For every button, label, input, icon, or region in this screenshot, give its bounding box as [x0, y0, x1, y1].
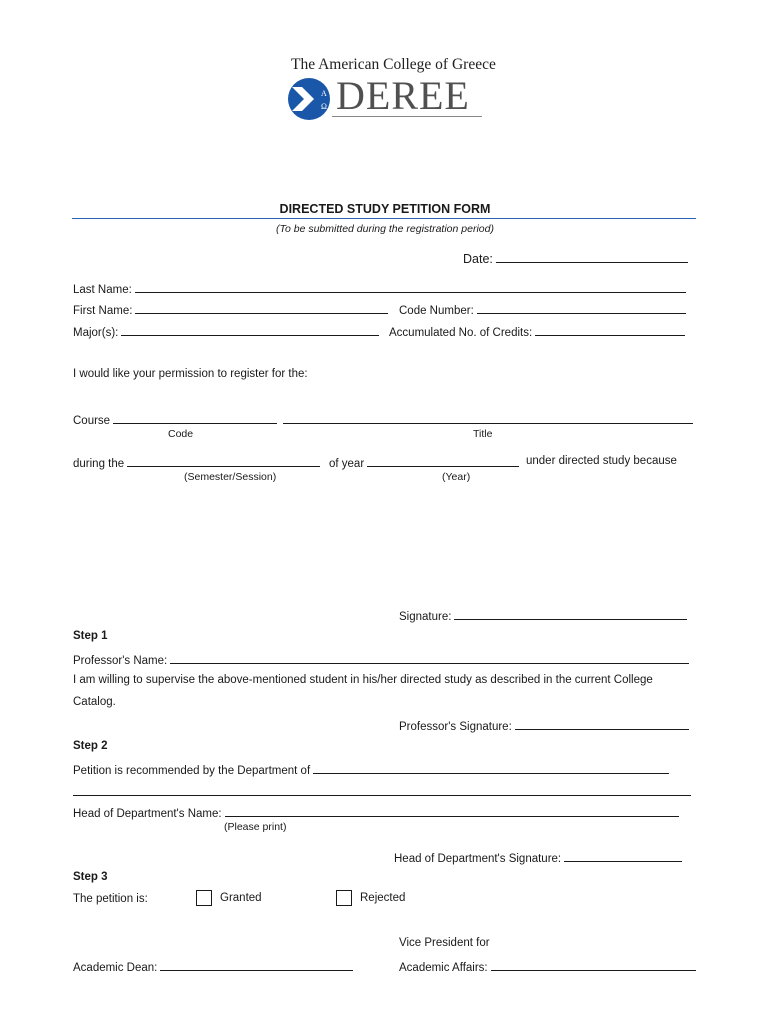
course-code-line[interactable]	[113, 412, 277, 424]
professor-signature-label: Professor's Signature:	[399, 721, 512, 733]
request-intro: I would like your permission to register for the:	[73, 368, 308, 380]
professor-name-label: Professor's Name:	[73, 655, 168, 667]
student-signature-line[interactable]	[454, 608, 687, 620]
step3-heading: Step 3	[73, 871, 108, 883]
academic-dean-field[interactable]	[73, 959, 353, 974]
first-name-line[interactable]	[135, 302, 388, 314]
credits-line[interactable]	[535, 324, 685, 336]
head-name-line[interactable]	[225, 805, 679, 817]
last-name-field[interactable]	[73, 281, 686, 296]
credits-label: Accumulated No. of Credits:	[389, 327, 533, 339]
granted-checkbox[interactable]	[196, 890, 212, 906]
petition-is-label: The petition is:	[73, 893, 148, 905]
date-line[interactable]	[496, 251, 688, 263]
granted-option[interactable]	[196, 890, 262, 906]
last-name-line[interactable]	[135, 281, 686, 293]
year-caption: (Year)	[442, 471, 471, 483]
department-line[interactable]	[313, 762, 669, 774]
code-number-field[interactable]	[399, 302, 686, 317]
emblem-letter-omega: Ω	[321, 102, 327, 111]
professor-signature-line[interactable]	[515, 718, 689, 730]
title-rule	[72, 218, 696, 219]
date-label: Date:	[463, 252, 493, 266]
rejected-label: Rejected	[360, 892, 406, 905]
head-signature-label: Head of Department's Signature:	[394, 853, 562, 865]
head-name-label: Head of Department's Name:	[73, 808, 222, 820]
logo-underline	[332, 116, 482, 117]
step2-heading: Step 2	[73, 740, 108, 752]
majors-label: Major(s):	[73, 327, 119, 339]
academic-dean-label: Academic Dean:	[73, 962, 158, 974]
course-field[interactable]	[73, 412, 693, 427]
rejected-option[interactable]	[336, 890, 405, 906]
brand-wordmark: DEREE	[336, 73, 470, 118]
vp-signature-line[interactable]	[491, 959, 696, 971]
professor-name-line[interactable]	[170, 652, 689, 664]
first-name-label: First Name:	[73, 305, 133, 317]
professor-name-field[interactable]	[73, 652, 689, 667]
majors-field[interactable]	[73, 324, 379, 339]
course-title-line[interactable]	[283, 412, 693, 424]
step1-heading: Step 1	[73, 630, 108, 642]
majors-line[interactable]	[121, 324, 379, 336]
last-name-label: Last Name:	[73, 284, 132, 296]
signature-label: Signature:	[399, 611, 452, 623]
year-line[interactable]	[367, 455, 519, 467]
head-name-field[interactable]	[73, 805, 679, 820]
because-label: under directed study because	[526, 455, 677, 467]
student-signature-field[interactable]	[399, 608, 687, 623]
vp-label-line1: Vice President for	[399, 937, 490, 949]
form-title: DIRECTED STUDY PETITION FORM	[279, 202, 491, 216]
head-signature-line[interactable]	[564, 850, 682, 862]
code-caption: Code	[168, 428, 194, 440]
code-number-label: Code Number:	[399, 305, 474, 317]
title-caption: Title	[473, 428, 493, 440]
vp-signature-field[interactable]	[399, 959, 696, 974]
please-print-caption: (Please print)	[224, 821, 287, 833]
year-field[interactable]	[329, 455, 519, 470]
supervision-statement: I am willing to supervise the above-mentioned student in his/her directed study as described in the current College	[73, 674, 653, 686]
semester-caption: (Semester/Session)	[184, 471, 277, 483]
department-line-2[interactable]	[73, 795, 691, 796]
department-field[interactable]	[73, 762, 669, 777]
emblem-letter-alpha: A	[321, 89, 327, 98]
professor-signature-field[interactable]	[399, 718, 689, 733]
code-number-line[interactable]	[477, 302, 686, 314]
head-signature-field[interactable]	[394, 850, 682, 865]
credits-field[interactable]	[389, 324, 685, 339]
department-label: Petition is recommended by the Department of	[73, 765, 311, 777]
date-field[interactable]	[463, 251, 688, 266]
rejected-checkbox[interactable]	[336, 890, 352, 906]
deree-emblem-icon	[286, 76, 334, 122]
granted-label: Granted	[220, 892, 262, 905]
first-name-field[interactable]	[73, 302, 388, 317]
academic-dean-line[interactable]	[160, 959, 353, 971]
course-label: Course	[73, 415, 111, 427]
supervision-statement-cont: Catalog.	[73, 696, 116, 708]
form-subtitle: (To be submitted during the registration period)	[276, 223, 494, 235]
vp-label-line2: Academic Affairs:	[399, 962, 488, 974]
of-year-label: of year	[329, 458, 365, 470]
college-name: The American College of Greece	[291, 56, 496, 73]
during-label: during the	[73, 458, 125, 470]
semester-line[interactable]	[127, 455, 320, 467]
during-field[interactable]	[73, 455, 320, 470]
